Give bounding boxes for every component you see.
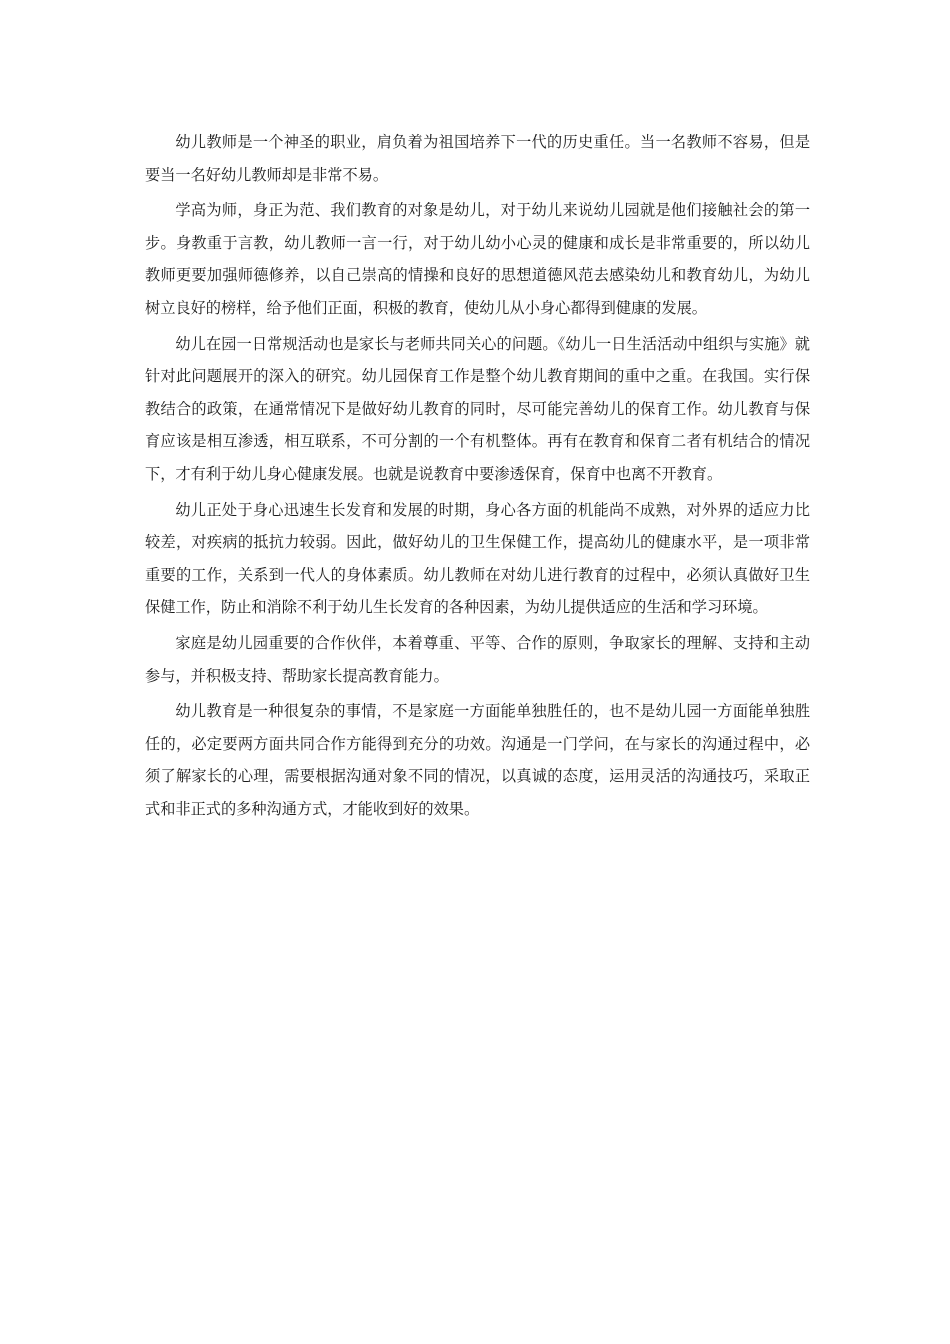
paragraph-6: 幼儿教育是一种很复杂的事情，不是家庭一方面能单独胜任的，也不是幼儿园一方面能单独胜任的，必定要两方面共同合作方能得到充分的功效。沟通是一门学问，在与家长的沟通过程中，必须了解家长的心理，需要根据沟通对象不同的情况，以真诚的态度，运用灵活的沟通技巧，采取正式和非正式的多种沟通方式，才能收到好的效果。 — [145, 702, 810, 818]
document-body — [145, 126, 810, 828]
paragraph-4: 幼儿正处于身心迅速生长发育和发展的时期，身心各方面的机能尚不成熟，对外界的适应力比较差，对疾病的抵抗力较弱。因此，做好幼儿的卫生保健工作，提高幼儿的健康水平，是一项非常重要的工作，关系到一代人的身体素质。幼儿教师在对幼儿进行教育的过程中，必须认真做好卫生保健工作，防止和消除不利于幼儿生长发育的各种因素，为幼儿提供适应的生活和学习环境。 — [145, 500, 810, 617]
paragraph-1: 幼儿教师是一个神圣的职业，肩负着为祖国培养下一代的历史重任。当一名教师不容易，但是要当一名好幼儿教师却是非常不易。 — [145, 133, 810, 184]
paragraph-2: 学高为师，身正为范、我们教育的对象是幼儿，对于幼儿来说幼儿园就是他们接触社会的第一步。身教重于言教，幼儿教师一言一行，对于幼儿幼小心灵的健康和成长是非常重要的，所以幼儿教师更要加强师德修养，以自己崇高的情操和良好的思想道德风范去感染幼儿和教育幼儿，为幼儿树立良好的榜样，给予他们正面，积极的教育，使幼儿从小身心都得到健康的发展。 — [145, 201, 810, 317]
paragraph-3: 幼儿在园一日常规活动也是家长与老师共同关心的问题。《幼儿一日生活活动中组织与实施》就针对此问题展开的深入的研究。幼儿园保育工作是整个幼儿教育期间的重中之重。在我国。实行保教结合的政策，在通常情况下是做好幼儿教育的同时，尽可能完善幼儿的保育工作。幼儿教育与保育应该是相互渗透，相互联系，不可分割的一个有机整体。再有在教育和保育二者有机结合的情况下，才有利于幼儿身心健康发展。也就是说教育中要渗透保育，保育中也离不开教育。 — [145, 334, 810, 483]
paragraph-5: 家庭是幼儿园重要的合作伙伴，本着尊重、平等、合作的原则，争取家长的理解、支持和主动参与，并积极支持、帮助家长提高教育能力。 — [145, 633, 810, 685]
